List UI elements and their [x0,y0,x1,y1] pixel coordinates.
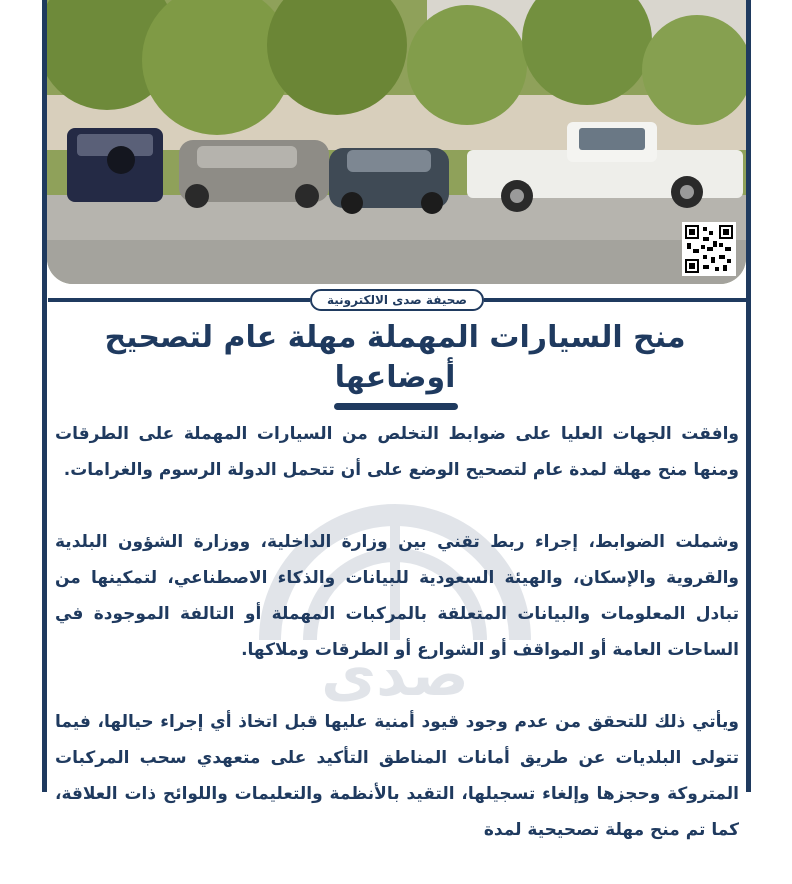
article-body [55,416,739,884]
qr-code [682,222,736,276]
watermark-label: صدى [321,640,469,710]
right-frame-bar [746,0,751,792]
article-paragraph: ويأتي ذلك للتحقق من عدم وجود قيود أمنية عليها قبل اتخاذ أي إجراء حيالها، فيما تتولى البلديات عن طريق أمانات المناطق التأكيد على متعهدي سحب المركبات المتروكة وحجزها وإلغاء تسجيلها، التقيد بالأنظمة والتعليمات واللوائح ذات العلاقة، كما تم منح مهلة تصحيحية لمدة [55,712,739,840]
source-label: صحيفة صدى الالكترونية [310,289,484,311]
headline-underline [334,403,458,410]
article-headline: منح السيارات المهملة مهلة عام لتصحيح أوضاعها [104,320,686,395]
article-paragraph: وافقت الجهات العليا على ضوابط التخلص من السيارات المهملة على الطرقات ومنها منح مهلة لمدة عام لتصحيح الوضع على أن تتحمل الدولة الرسوم والغرامات. [55,424,739,480]
source-divider-left [48,298,310,302]
source-divider-right [484,298,746,302]
article-paragraph: وشملت الضوابط، إجراء ربط تقني بين وزارة الداخلية، ووزارة الشؤون البلدية والقروية والإسكان، والهيئة السعودية للبيانات والذكاء الاصطناعي، لتمكينها من تبادل المعلومات والبيانات المتعلقة بالمركبات المهملة أو التالفة الموجودة في الساحات العامة أو المواقف أو الشوارع أو الطرقات وملاكها. [55,532,739,660]
news-photo [47,0,746,284]
